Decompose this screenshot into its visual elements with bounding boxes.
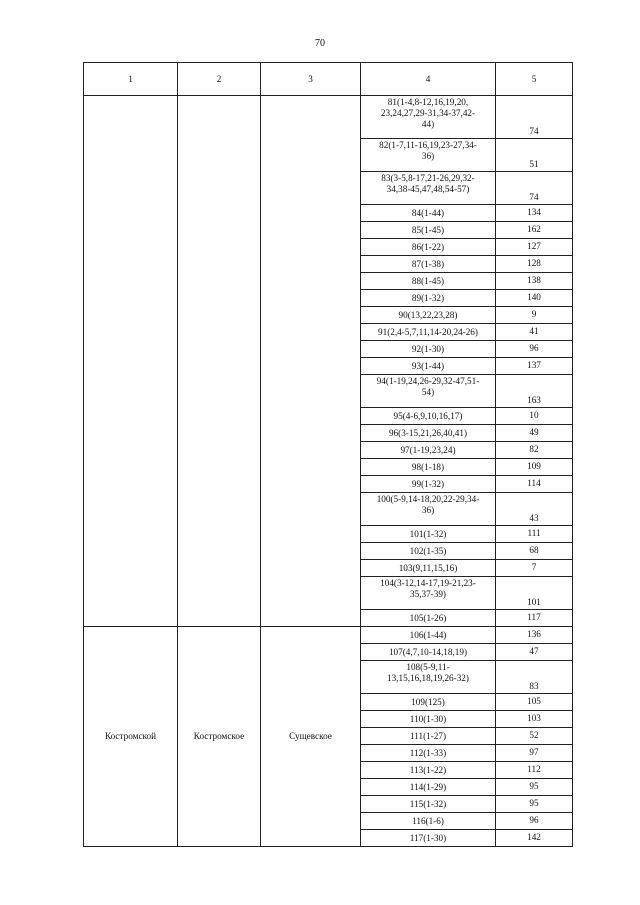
count-cell: 117: [496, 610, 573, 627]
apartment-range-text: 91(2,4-5,7,11,14-20,24-26): [378, 327, 478, 337]
apartment-range-cell: [361, 375, 496, 408]
count-cell: 95: [496, 779, 573, 796]
merged-cell-col-3: Сущевское: [261, 627, 361, 847]
apartment-range-text: 102(1-35): [409, 546, 447, 556]
count-cell: 82: [496, 442, 573, 459]
apartment-range-text: 108(5-9,11- 13,15,16,18,19,26-32): [387, 662, 469, 683]
count-cell: 112: [496, 762, 573, 779]
count-cell: 136: [496, 627, 573, 644]
count-cell: 96: [496, 341, 573, 358]
count-cell: 142: [496, 830, 573, 847]
count-cell: 134: [496, 205, 573, 222]
apartment-range-cell: [361, 728, 496, 745]
apartment-range-text: 84(1-44): [411, 208, 445, 218]
apartment-range-text: 111(1-27): [409, 731, 447, 741]
apartment-range-text: 95(4-6,9,10,16,17): [393, 411, 463, 421]
apartment-range-text: 104(3-12,14-17,19-21,23- 35,37-39): [380, 578, 476, 599]
apartment-range-cell: [361, 358, 496, 375]
apartment-range-text: 83(3-5,8-17,21-26,29,32- 34,38-45,47,48,54-57): [381, 173, 475, 194]
data-table: [83, 62, 573, 847]
header-col-4: 4: [361, 63, 496, 96]
apartment-range-text: 97(1-19,23,24): [400, 445, 456, 455]
count-cell: 49: [496, 425, 573, 442]
apartment-range-text: 117(1-30): [409, 833, 447, 843]
apartment-range-text: 98(1-18): [411, 462, 445, 472]
count-cell: 103: [496, 711, 573, 728]
apartment-range-cell: [361, 813, 496, 830]
apartment-range-text: 109(125): [411, 697, 445, 707]
apartment-range-cell: [361, 256, 496, 273]
apartment-range-text: 94(1-19,24,26-29,32-47,51- 54): [376, 376, 480, 397]
apartment-range-cell: [361, 222, 496, 239]
apartment-range-text: 101(1-32): [409, 529, 447, 539]
apartment-range-cell: [361, 661, 496, 694]
count-cell: 52: [496, 728, 573, 745]
apartment-range-cell: [361, 290, 496, 307]
count-cell: 41: [496, 324, 573, 341]
count-cell: 47: [496, 644, 573, 661]
apartment-range-cell: [361, 711, 496, 728]
apartment-range-cell: [361, 577, 496, 610]
count-cell: 9: [496, 307, 573, 324]
apartment-range-cell: [361, 526, 496, 543]
apartment-range-cell: [361, 560, 496, 577]
count-cell: 128: [496, 256, 573, 273]
apartment-range-text: 106(1-44): [409, 630, 447, 640]
apartment-range-text: 88(1-45): [411, 276, 445, 286]
count-cell: 114: [496, 476, 573, 493]
count-cell: 138: [496, 273, 573, 290]
apartment-range-cell: [361, 205, 496, 222]
page-number: 70: [315, 38, 325, 49]
merged-cell-col-1: [84, 96, 178, 627]
apartment-range-text: 96(3-15,21,26,40,41): [388, 428, 468, 438]
apartment-range-text: 99(1-32): [411, 479, 445, 489]
count-cell: 162: [496, 222, 573, 239]
apartment-range-cell: [361, 172, 496, 205]
apartment-range-text: 115(1-32): [409, 799, 447, 809]
count-cell: 101: [496, 577, 573, 610]
apartment-range-text: 114(1-29): [409, 782, 447, 792]
header-row: [84, 63, 573, 96]
apartment-range-cell: [361, 644, 496, 661]
apartment-range-text: 107(4,7,10-14,18,19): [388, 647, 468, 657]
apartment-range-text: 93(1-44): [411, 361, 445, 371]
apartment-range-text: 89(1-32): [411, 293, 445, 303]
apartment-range-text: 87(1-38): [411, 259, 445, 269]
apartment-range-cell: [361, 543, 496, 560]
apartment-range-cell: [361, 324, 496, 341]
apartment-range-text: 105(1-26): [409, 613, 447, 623]
count-cell: 137: [496, 358, 573, 375]
apartment-range-cell: [361, 830, 496, 847]
table-row: [84, 627, 573, 644]
apartment-range-text: 92(1-30): [411, 344, 445, 354]
header-col-1: 1: [84, 63, 178, 96]
apartment-range-text: 82(1-7,11-16,19,23-27,34- 36): [379, 140, 477, 161]
apartment-range-text: 100(5-9,14-18,20,22-29,34- 36): [376, 494, 480, 515]
apartment-range-cell: [361, 627, 496, 644]
count-cell: 140: [496, 290, 573, 307]
apartment-range-text: 103(9,11,15,16): [398, 563, 458, 573]
count-cell: 83: [496, 661, 573, 694]
apartment-range-cell: [361, 307, 496, 324]
apartment-range-cell: [361, 96, 496, 139]
apartment-range-cell: [361, 459, 496, 476]
apartment-range-cell: [361, 796, 496, 813]
count-cell: 127: [496, 239, 573, 256]
apartment-range-cell: [361, 239, 496, 256]
apartment-range-cell: [361, 610, 496, 627]
apartment-range-text: 113(1-22): [409, 765, 447, 775]
apartment-range-text: 110(1-30): [409, 714, 447, 724]
apartment-range-cell: [361, 442, 496, 459]
apartment-range-text: 112(1-33): [409, 748, 447, 758]
count-cell: 95: [496, 796, 573, 813]
count-cell: 10: [496, 408, 573, 425]
apartment-range-cell: [361, 139, 496, 172]
apartment-range-text: 86(1-22): [411, 242, 445, 252]
count-cell: 74: [496, 172, 573, 205]
table-row: [84, 96, 573, 139]
merged-cell-col-3: [261, 96, 361, 627]
count-cell: 51: [496, 139, 573, 172]
apartment-range-text: 81(1-4,8-12,16,19,20, 23,24,27,29-31,34-37,42- 44): [380, 97, 476, 129]
apartment-range-cell: [361, 694, 496, 711]
apartment-range-cell: [361, 745, 496, 762]
count-cell: 96: [496, 813, 573, 830]
apartment-range-cell: [361, 493, 496, 526]
header-col-3: 3: [261, 63, 361, 96]
header-col-2: 2: [178, 63, 261, 96]
count-cell: 105: [496, 694, 573, 711]
count-cell: 163: [496, 375, 573, 408]
apartment-range-cell: [361, 425, 496, 442]
count-cell: 109: [496, 459, 573, 476]
merged-cell-col-1: Костромской: [84, 627, 178, 847]
apartment-range-text: 85(1-45): [411, 225, 445, 235]
apartment-range-cell: [361, 341, 496, 358]
apartment-range-text: 116(1-6): [412, 816, 444, 826]
count-cell: 97: [496, 745, 573, 762]
apartment-range-cell: [361, 762, 496, 779]
count-cell: 7: [496, 560, 573, 577]
merged-cell-col-2: [178, 96, 261, 627]
count-cell: 68: [496, 543, 573, 560]
count-cell: 43: [496, 493, 573, 526]
header-col-5: 5: [496, 63, 573, 96]
apartment-range-cell: [361, 273, 496, 290]
apartment-range-text: 90(13,22,23,28): [398, 310, 458, 320]
apartment-range-cell: [361, 779, 496, 796]
apartment-range-cell: [361, 476, 496, 493]
apartment-range-cell: [361, 408, 496, 425]
count-cell: 74: [496, 96, 573, 139]
count-cell: 111: [496, 526, 573, 543]
merged-cell-col-2: Костромское: [178, 627, 261, 847]
